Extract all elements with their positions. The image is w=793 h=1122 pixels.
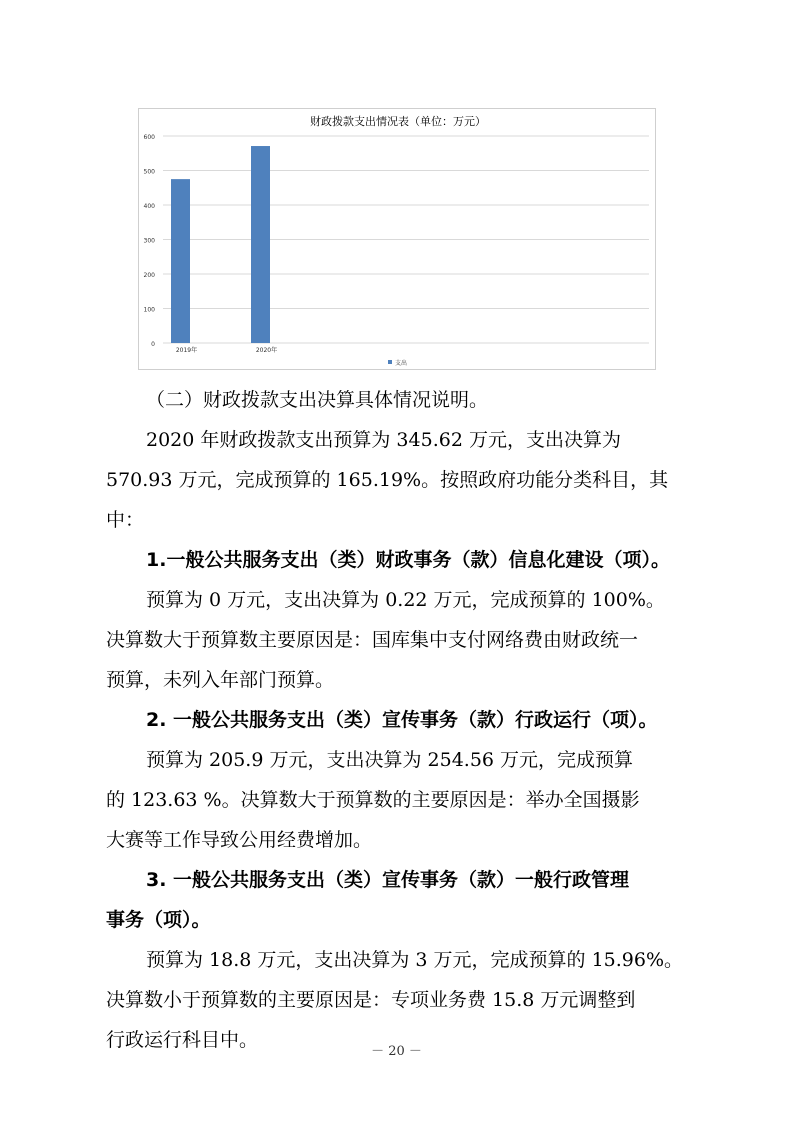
bar [251, 146, 270, 343]
item-heading-3: 3. 一般公共服务支出（类）宣传事务（款）一般行政管理 [146, 869, 630, 891]
expenditure-chart [138, 108, 656, 370]
y-tick-label: 200 [143, 272, 155, 279]
item-heading-2: 2. 一般公共服务支出（类）宣传事务（款）行政运行（项）。 [146, 709, 658, 731]
paragraph-line: 预算为 205.9 万元，支出决算为 254.56 万元，完成预算 [146, 749, 634, 771]
chart-title: 财政拨款支出情况表（单位：万元） [310, 115, 486, 128]
paragraph-line: 预算为 0 万元，支出决算为 0.22 万元，完成预算的 100%。 [146, 589, 665, 611]
bar [171, 179, 190, 343]
paragraph-line: 决算数小于预算数的主要原因是：专项业务费 15.8 万元调整到 [106, 989, 636, 1011]
chart-svg [139, 109, 657, 371]
y-tick-label: 300 [143, 237, 155, 245]
paragraph-line: 中： [106, 509, 145, 531]
item-heading-1: 1.一般公共服务支出（类）财政事务（款）信息化建设（项）。 [146, 549, 670, 571]
page-number: － 20 － [371, 1044, 422, 1059]
y-tick-label: 500 [143, 168, 155, 176]
x-tick-label: 2020年 [255, 347, 278, 354]
y-tick-label: 100 [143, 306, 155, 314]
y-tick-label: 600 [143, 134, 155, 141]
paragraph-line: 大赛等工作导致公用经费增加。 [106, 829, 373, 851]
x-tick-label: 2019年 [175, 347, 198, 354]
paragraph-line: 的 123.63 %。决算数大于预算数的主要原因是：举办全国摄影 [106, 789, 640, 811]
y-tick-label: 0 [151, 341, 155, 348]
item-heading-3-cont: 事务（项）。 [106, 909, 211, 931]
y-tick-label: 400 [143, 203, 155, 210]
section-heading: （二）财政拨款支出决算具体情况说明。 [146, 389, 489, 411]
paragraph-line: 570.93 万元，完成预算的 165.19%。按照政府功能分类科目，其 [106, 469, 669, 491]
paragraph-line: 决算数大于预算数主要原因是：国库集中支付网络费由财政统一 [106, 629, 639, 651]
paragraph-line: 行政运行科目中。 [106, 1029, 259, 1051]
paragraph-line: 预算为 18.8 万元，支出决算为 3 万元，完成预算的 15.96%。 [146, 949, 684, 971]
paragraph-line: 2020 年财政拨款支出预算为 345.62 万元，支出决算为 [146, 429, 621, 451]
paragraph-line: 预算，未列入年部门预算。 [106, 669, 335, 691]
legend-swatch [388, 360, 392, 364]
legend-label: 支出 [395, 360, 408, 367]
